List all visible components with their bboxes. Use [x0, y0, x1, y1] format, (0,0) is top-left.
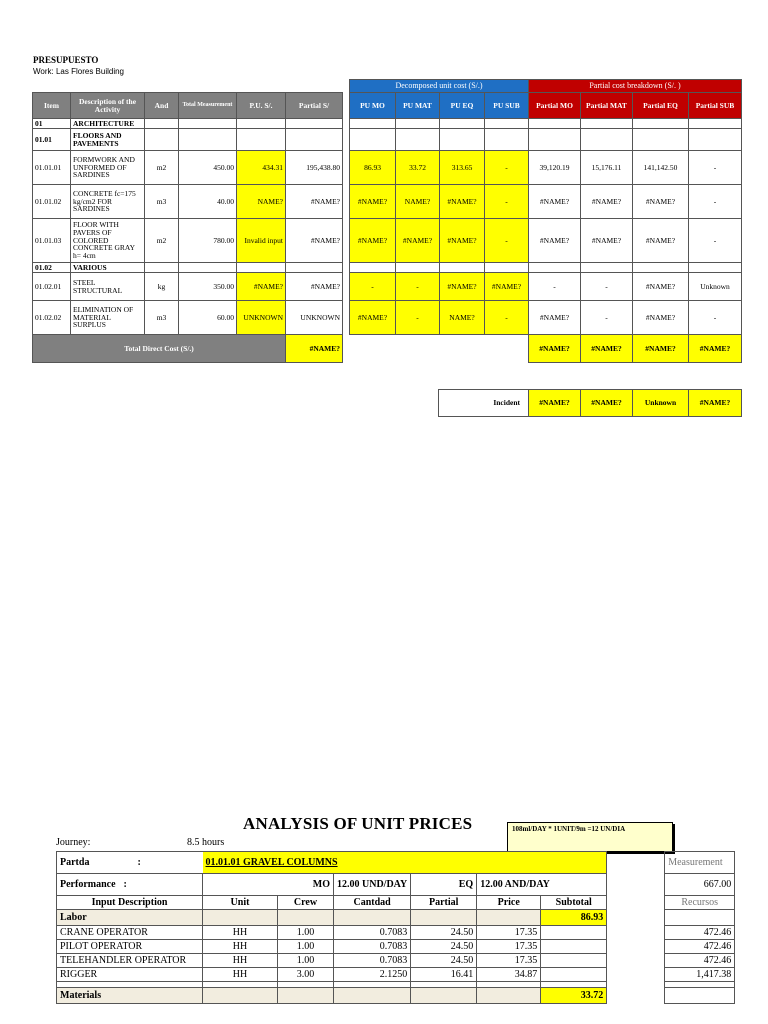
- decomposed-band: Decomposed unit cost (S/.): [350, 80, 529, 93]
- labor-qty: 0.7083: [334, 926, 411, 940]
- cell-pmat: 15,176.11: [581, 151, 633, 185]
- cell-pmat: #NAME?: [581, 185, 633, 219]
- budget-table: [32, 79, 742, 363]
- cell-pumat: #NAME?: [396, 219, 440, 263]
- cell-pmo: [529, 119, 581, 129]
- labor-desc: TELEHANDLER OPERATOR: [57, 954, 203, 968]
- labor-row: [57, 968, 735, 982]
- labor-desc: PILOT OPERATOR: [57, 940, 203, 954]
- cell-pmo: [529, 129, 581, 151]
- cell-psub: [689, 119, 742, 129]
- col-desc: Description of the Activity: [71, 93, 145, 119]
- cell-und: [145, 119, 179, 129]
- sheet-title: PRESUPUESTO: [33, 55, 99, 65]
- cell-peq: #NAME?: [633, 185, 689, 219]
- cell-pueq: [440, 119, 485, 129]
- cell-peq: #NAME?: [633, 301, 689, 335]
- col-pueq: PU EQ: [440, 93, 485, 119]
- analysis-table: [56, 851, 735, 1004]
- labor-partial: 24.50: [411, 940, 477, 954]
- labor-partial: 16.41: [411, 968, 477, 982]
- cell-pusub: #NAME?: [485, 273, 529, 301]
- cell-pumo: [350, 119, 396, 129]
- cell-item: 01.01.02: [33, 185, 71, 219]
- cell-pumat: -: [396, 301, 440, 335]
- cell-partial: [286, 263, 343, 273]
- cell-pu: [237, 119, 286, 129]
- cell-psub: -: [689, 151, 742, 185]
- labor-crew: 1.00: [278, 940, 334, 954]
- cell-pmat: [581, 263, 633, 273]
- incident-sub: #NAME?: [689, 390, 742, 417]
- cell-psub: -: [689, 185, 742, 219]
- cell-pmat: [581, 129, 633, 151]
- cell-pueq: [440, 129, 485, 151]
- cell-meas: [179, 119, 237, 129]
- cell-item: 01.01: [33, 129, 71, 151]
- cell-meas: 60.00: [179, 301, 237, 335]
- budget-row: [33, 129, 742, 151]
- cell-und: m2: [145, 219, 179, 263]
- cell-psub: -: [689, 301, 742, 335]
- labor-partial: 24.50: [411, 954, 477, 968]
- cell-psub: [689, 263, 742, 273]
- labor-subtotal: 86.93: [541, 910, 607, 926]
- col-pumat: PU MAT: [396, 93, 440, 119]
- cell-pueq: #NAME?: [440, 185, 485, 219]
- cell-pu: Invalid input: [237, 219, 286, 263]
- labor-crew: 3.00: [278, 968, 334, 982]
- cell-meas: 780.00: [179, 219, 237, 263]
- cell-und: m2: [145, 151, 179, 185]
- cell-pusub: [485, 129, 529, 151]
- col-pusub: PU SUB: [485, 93, 529, 119]
- labor-unit: HH: [203, 926, 278, 940]
- col-pmo: Partial MO: [529, 93, 581, 119]
- budget-table-wrap: [32, 79, 742, 363]
- labor-price: 17.35: [477, 954, 541, 968]
- cell-meas: 350.00: [179, 273, 237, 301]
- cell-peq: [633, 129, 689, 151]
- labor-partial: 24.50: [411, 926, 477, 940]
- budget-row: [33, 119, 742, 129]
- cell-desc: STEEL STRUCTURAL: [71, 273, 145, 301]
- analysis-table-wrap: [56, 851, 735, 1004]
- cell-pu: [237, 263, 286, 273]
- cell-partial: [286, 119, 343, 129]
- cell-pumo: #NAME?: [350, 219, 396, 263]
- total-label: Total Direct Cost (S/.): [33, 335, 286, 363]
- incident-mat: #NAME?: [581, 390, 633, 417]
- cell-partial: #NAME?: [286, 219, 343, 263]
- incident-row: [438, 389, 742, 417]
- incident-mo: #NAME?: [529, 390, 581, 417]
- cell-pumo: 86.93: [350, 151, 396, 185]
- budget-row: [33, 263, 742, 273]
- col-partial: Partial S/: [286, 93, 343, 119]
- mo-value: 12.00 UND/DAY: [334, 874, 411, 896]
- cell-pusub: -: [485, 185, 529, 219]
- cell-desc: FORMWORK AND UNFORMED OF SARDINES: [71, 151, 145, 185]
- labor-crew: 1.00: [278, 926, 334, 940]
- budget-row: [33, 301, 742, 335]
- labor-price: 17.35: [477, 926, 541, 940]
- labor-row: [57, 954, 735, 968]
- cell-partial: [286, 129, 343, 151]
- mo-label: MO: [203, 874, 334, 896]
- h-partial: Partial: [411, 896, 477, 910]
- cell-pueq: NAME?: [440, 301, 485, 335]
- cell-meas: [179, 263, 237, 273]
- cell-pumo: #NAME?: [350, 301, 396, 335]
- cell-partial: #NAME?: [286, 185, 343, 219]
- cell-pu: 434.31: [237, 151, 286, 185]
- analysis-title: ANALYSIS OF UNIT PRICES: [243, 814, 473, 833]
- cell-partial: UNKNOWN: [286, 301, 343, 335]
- cell-meas: [179, 129, 237, 151]
- h-subtotal: Subtotal: [541, 896, 607, 910]
- cell-pmat: -: [581, 273, 633, 301]
- cell-pmo: #NAME?: [529, 301, 581, 335]
- budget-row: [33, 219, 742, 263]
- cell-psub: -: [689, 219, 742, 263]
- cell-pmo: -: [529, 273, 581, 301]
- cell-psub: Unknown: [689, 273, 742, 301]
- cell-desc: FLOORS AND PAVEMENTS: [71, 129, 145, 151]
- journey-value: 8.5 hours: [187, 837, 225, 848]
- cell-und: [145, 263, 179, 273]
- labor-price: 34.87: [477, 968, 541, 982]
- budget-row: [33, 273, 742, 301]
- cell-und: m3: [145, 301, 179, 335]
- h-crew: Crew: [278, 896, 334, 910]
- cell-pusub: [485, 119, 529, 129]
- labor-qty: 2.1250: [334, 968, 411, 982]
- labor-resources: 472.46: [665, 954, 735, 968]
- col-psub: Partial SUB: [689, 93, 742, 119]
- cell-peq: 141,142.50: [633, 151, 689, 185]
- labor-crew: 1.00: [278, 954, 334, 968]
- cell-pumat: -: [396, 273, 440, 301]
- cell-und: kg: [145, 273, 179, 301]
- col-pumo: PU MO: [350, 93, 396, 119]
- cell-desc: CONCRETE fc=175 kg/cm2 FOR SARDINES: [71, 185, 145, 219]
- work-name: Work: Las Flores Building: [33, 67, 124, 76]
- total-mat: #NAME?: [581, 335, 633, 363]
- labor-label: Labor: [57, 910, 203, 926]
- cell-pmat: [581, 119, 633, 129]
- cell-item: 01.01.03: [33, 219, 71, 263]
- h-unit: Unit: [203, 896, 278, 910]
- labor-price: 17.35: [477, 940, 541, 954]
- cell-item: 01.02: [33, 263, 71, 273]
- labor-qty: 0.7083: [334, 954, 411, 968]
- cell-desc: ARCHITECTURE: [71, 119, 145, 129]
- cell-item: 01: [33, 119, 71, 129]
- cell-peq: #NAME?: [633, 219, 689, 263]
- partida-value[interactable]: 01.01.01 GRAVEL COLUMNS: [203, 852, 541, 874]
- total-mo: #NAME?: [529, 335, 581, 363]
- cell-pmo: #NAME?: [529, 185, 581, 219]
- materials-label: Materials: [57, 988, 203, 1004]
- cell-pueq: #NAME?: [440, 273, 485, 301]
- cell-pusub: -: [485, 151, 529, 185]
- cell-pu: [237, 129, 286, 151]
- cell-pmo: [529, 263, 581, 273]
- budget-row: [33, 151, 742, 185]
- measurement-value: 667.00: [665, 874, 735, 896]
- cell-item: 01.02.01: [33, 273, 71, 301]
- col-item: Item: [33, 93, 71, 119]
- col-und: And: [145, 93, 179, 119]
- labor-resources: 1,417.38: [665, 968, 735, 982]
- cell-partial: 195,438.80: [286, 151, 343, 185]
- cell-desc: VARIOUS: [71, 263, 145, 273]
- total-value: #NAME?: [286, 335, 343, 363]
- cell-pumo: [350, 129, 396, 151]
- labor-row: [57, 926, 735, 940]
- cell-pumat: [396, 129, 440, 151]
- cell-pumat: 33.72: [396, 151, 440, 185]
- labor-qty: 0.7083: [334, 940, 411, 954]
- comment-note: 108ml/DAY * 1UNIT/9m =12 UN/DIA: [507, 822, 673, 852]
- materials-subtotal: 33.72: [541, 988, 607, 1004]
- performance-label: Performance :: [57, 874, 203, 896]
- cell-pusub: [485, 263, 529, 273]
- col-peq: Partial EQ: [633, 93, 689, 119]
- total-eq: #NAME?: [633, 335, 689, 363]
- cell-pumat: NAME?: [396, 185, 440, 219]
- cell-pu: #NAME?: [237, 273, 286, 301]
- labor-unit: HH: [203, 968, 278, 982]
- h-resources: Recursos: [665, 896, 735, 910]
- cell-pueq: #NAME?: [440, 219, 485, 263]
- cell-desc: ELIMINATION OF MATERIAL SURPLUS: [71, 301, 145, 335]
- cell-und: m3: [145, 185, 179, 219]
- cell-partial: #NAME?: [286, 273, 343, 301]
- labor-desc: RIGGER: [57, 968, 203, 982]
- col-pu: P.U. S/.: [237, 93, 286, 119]
- total-sub: #NAME?: [689, 335, 742, 363]
- cell-pumo: #NAME?: [350, 185, 396, 219]
- cell-pu: UNKNOWN: [237, 301, 286, 335]
- cell-pmo: #NAME?: [529, 219, 581, 263]
- cell-pmat: #NAME?: [581, 219, 633, 263]
- cell-peq: [633, 263, 689, 273]
- incident-eq: Unknown: [633, 390, 689, 417]
- cell-pu: NAME?: [237, 185, 286, 219]
- cell-pueq: [440, 263, 485, 273]
- cell-pueq: 313.65: [440, 151, 485, 185]
- cell-pusub: -: [485, 219, 529, 263]
- cell-meas: 40.00: [179, 185, 237, 219]
- labor-resources: 472.46: [665, 940, 735, 954]
- budget-row: [33, 185, 742, 219]
- cell-item: 01.02.02: [33, 301, 71, 335]
- cell-peq: [633, 119, 689, 129]
- cell-peq: #NAME?: [633, 273, 689, 301]
- cell-pumat: [396, 119, 440, 129]
- labor-row: [57, 940, 735, 954]
- labor-unit: HH: [203, 940, 278, 954]
- cell-psub: [689, 129, 742, 151]
- cell-desc: FLOOR WITH PAVERS OF COLORED CONCRETE GRAY h= 4cm: [71, 219, 145, 263]
- labor-desc: CRANE OPERATOR: [57, 926, 203, 940]
- cell-pumo: [350, 263, 396, 273]
- col-meas: Total Measurement: [179, 93, 237, 119]
- journey-label: Journey:: [56, 837, 91, 848]
- cell-item: 01.01.01: [33, 151, 71, 185]
- eq-label: EQ: [411, 874, 477, 896]
- eq-value: 12.00 AND/DAY: [477, 874, 607, 896]
- cell-pmat: -: [581, 301, 633, 335]
- incident-label: Incident: [439, 390, 529, 417]
- labor-resources: 472.46: [665, 926, 735, 940]
- labor-unit: HH: [203, 954, 278, 968]
- h-price: Price: [477, 896, 541, 910]
- cell-pumat: [396, 263, 440, 273]
- col-pmat: Partial MAT: [581, 93, 633, 119]
- partial-band: Partial cost breakdown (S/. ): [529, 80, 742, 93]
- partida-label: Partda :: [57, 852, 203, 874]
- h-desc: Input Description: [57, 896, 203, 910]
- cell-meas: 450.00: [179, 151, 237, 185]
- cell-und: [145, 129, 179, 151]
- cell-pusub: -: [485, 301, 529, 335]
- cell-pumo: -: [350, 273, 396, 301]
- h-qty: Cantdad: [334, 896, 411, 910]
- cell-pmo: 39,120.19: [529, 151, 581, 185]
- measurement-label: Measurement: [665, 852, 735, 874]
